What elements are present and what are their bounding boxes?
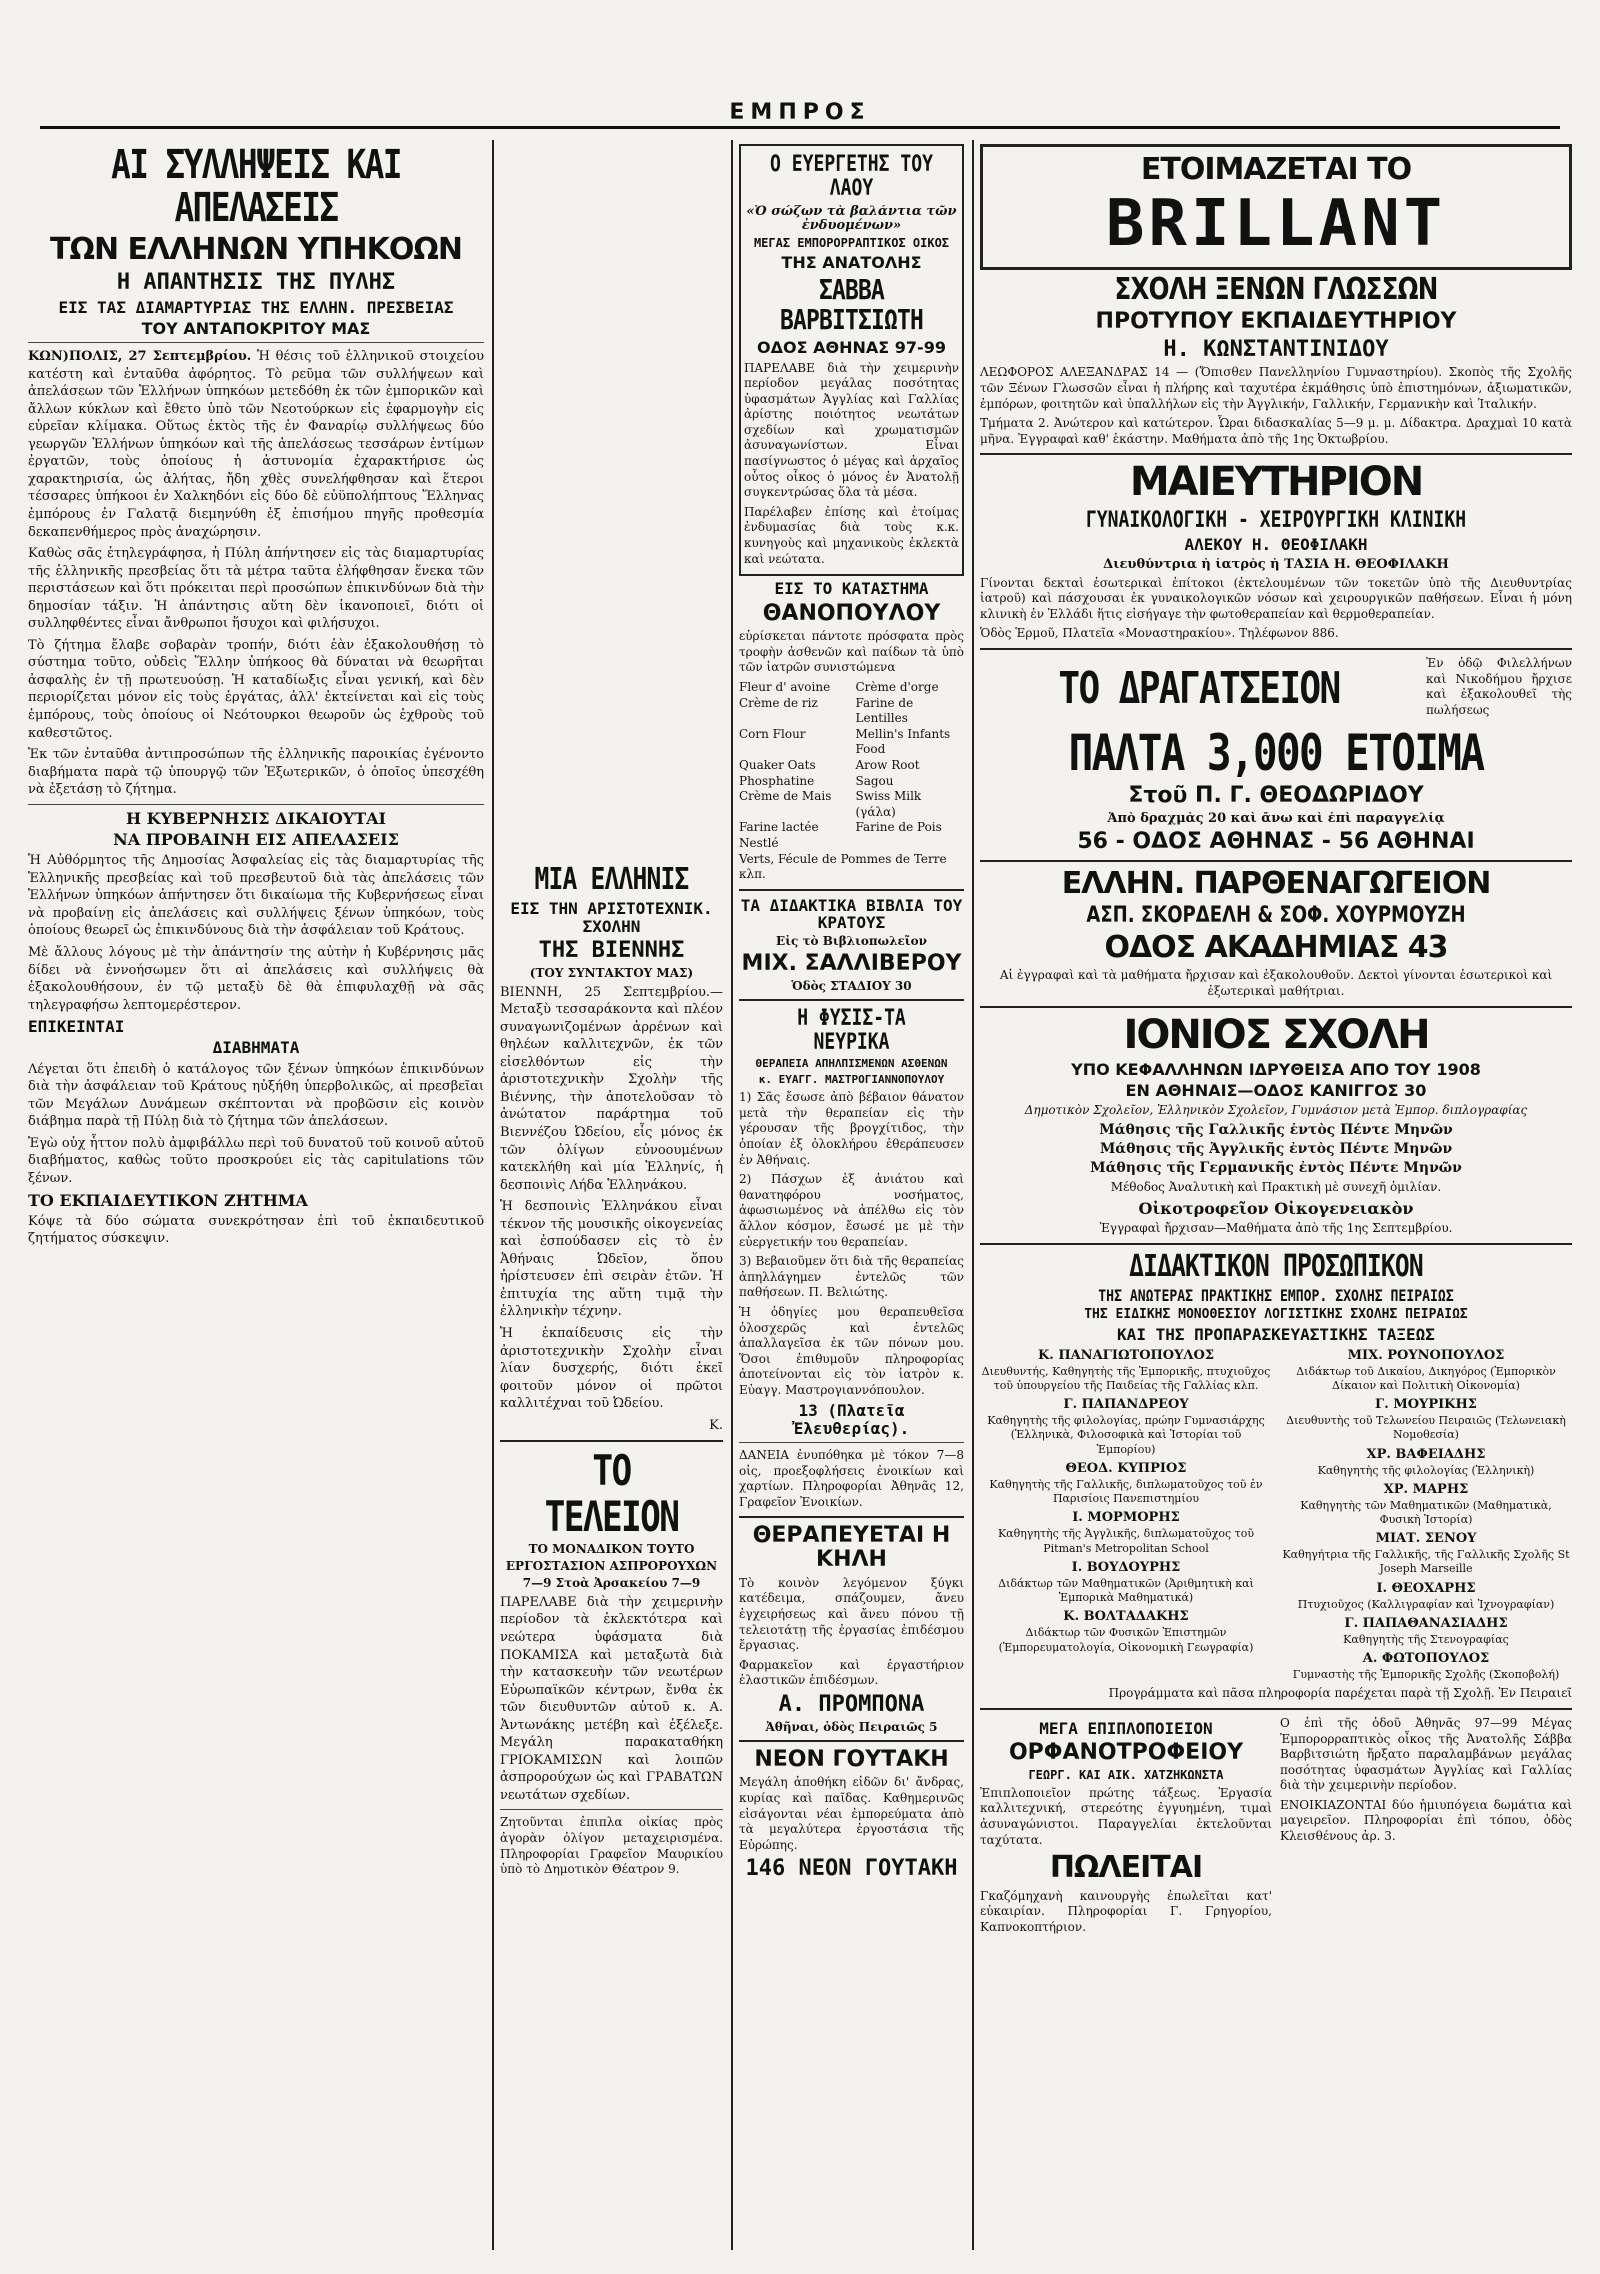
staff-name: Ι. ΘΕΟΧΑΡΗΣ <box>1376 1580 1476 1596</box>
ad-name: ΑΛΕΚΟΥ Η. ΘΕΟΦΙΛΑΚΗ <box>1184 536 1368 554</box>
ad-title: ΙΟΝΙΟΣ ΣΧΟΛΗ <box>1123 1013 1429 1057</box>
article-paragraph: Ἐκ τῶν ἐνταῦθα ἀντιπροσώπων τῆς ἑλληνικῆς παροικίας ἐγένοντο διαβήματα παρὰ τῷ ὑπουργῷ τῶν Ἐξωτερικῶν, ὁ ὁποῖος ὑπεσχέθη νὰ ἐξετάσῃ τὸ ζήτημα. <box>28 747 484 798</box>
article-paragraph: ΒΙΕΝΝΗ, 25 Σεπτεμβρίου.— Μεταξὺ τεσσαράκοντα καὶ πλέον συναγωνιζομένων ἀρρένων καὶ θηλέων καλλιτεχνῶν, ἐκ τῶν εἰσελθόντων εἰς τὴν ἀριστοτεχνικὴν Σχολὴν τῆς Βιέννης, τὴν ἀποτελοῦσαν τὸ ἀνώτατον παράρτημα τοῦ Βιεννέζου Ὠδείου, εἷς μόνος ἐκ τῶν ὀλίγων εὐνοουμένων κατεκλήθη καὶ μία Ἑλληνίς, ἡ δεσποινὶς Λήδα Ἑλληνάκου. <box>500 984 723 1193</box>
staff-role: Καθηγήτρια τῆς Γαλλικῆς, τῆς Γαλλικῆς Σχολῆς St Joseph Marseille <box>1282 1548 1570 1576</box>
ad-title: Ο ΕΥΕΡΓΕΤΗΣ ΤΟΥ ΛΑΟΥ <box>770 153 933 201</box>
staff-name: ΧΡ. ΒΑΦΕΙΑΔΗΣ <box>1366 1446 1486 1462</box>
ad-line: ΕΡΓΟΣΤΑΣΙΟΝ ΑΣΠΡΟΡΟΥΧΩΝ <box>505 1559 718 1573</box>
ad-headline: ΠΑΛΤΑ 3,000 ΕΤΟΙΜΑ <box>1068 726 1484 781</box>
article-paragraph: Ἡ θέσις τοῦ ἑλληνικοῦ στοιχείου κατέστη καὶ ἐνταῦθα ἀφόρητος. Τὸ ρεῦμα τῶν συλλήψεων καὶ ἀπελάσεων τῶν Ἑλλήνων ὑπηκόων μετεδόθη ἐκ τῶν ἐμπορικῶν καὶ ἄλλων κύκλων καὶ ἔθετο ὑπὸ τῶν Νεοτούρκων εἰς ἐφαρμογὴν εἰς εὐρεῖαν κλίμακα. Οὕτως ἐκτὸς τῆς ἐν Φαναρίῳ συλλήψεως δύο γεωργῶν Ἑλλήνων ὑπηκόων καὶ τῆς ἀπελάσεως τεσσάρων ἐντίμων ἐργατῶν, τοὺς ὁποίους ἡ ἀστυνομία ἐχαρακτήρισε ὡς χαρακτηρισία, ὡς ἀλήτας, ἤδη χθὲς συνελήφθησαν καὶ ἕτεροι τέσσαρες ὑπήκοοι ἐν Χαλκηδόνι εἰς δύο δὲ εὐϋπολήπτους Ἕλληνας ἐμπόρους ἐν Γαλατᾷ διεμηνύθη ἐξ ἐπισήμου πηγῆς προθεσμία δεκαπενθήμερος πρὸς ἀναχώρησιν. <box>28 349 484 540</box>
ad-text: Ο ἐπὶ τῆς ὁδοῦ Ἀθηνᾶς 97—99 Μέγας Ἐμπορορραπτικὸς οἶκος τῆς Ἀνατολῆς Σάββα Βαρβιτσιώτη ἤρξατο παραλαμβάνων μεγάλας ποσότητας ὑφασμάτων Ἀγγλίας καὶ Γαλλίας διὰ τὴν χειμερινὴν περίοδον. <box>1280 1715 1572 1793</box>
headline-arrests: ΑΙ ΣΥΛΛΗΨΕΙΣ ΚΑΙ ΑΠΕΛΑΣΕΙΣ <box>111 144 401 231</box>
ad-text: Προγράμματα καὶ πᾶσα πληροφορία παρέχεται παρὰ τῇ Σχολῇ. Ἐν Πειραιεῖ <box>1108 1686 1572 1701</box>
staff-name: ΜΙΑΤ. ΣΕΝΟΥ <box>1375 1531 1477 1547</box>
ad-line: ΕΝ ΑΘΗΝΑΙΣ—ΟΔΟΣ ΚΑΝΙΓΓΟΣ 30 <box>1125 1082 1427 1100</box>
article-paragraph: Ἐγὼ οὐχ ἧττον πολὺ ἀμφιβάλλω περὶ τοῦ δυνατοῦ τοῦ κοινοῦ αὐτοῦ διαβήματος, καθὼς τοῦτο προσκρούει εἰς τὰς capitulations τῶν ξένων. <box>28 1135 484 1186</box>
ad-line: ΥΠΟ ΚΕΦΑΛΛΗΝΩΝ ΙΔΡΥΘΕΙΣΑ ΑΠΟ ΤΟΥ 1908 <box>1071 1060 1481 1079</box>
staff-role: Διδάκτωρ τῶν Μαθηματικῶν (Ἀριθμητικὴ καὶ Ἐμπορικὰ Μαθηματικά) <box>998 1576 1254 1605</box>
ad-text: ΛΕΩΦΟΡΟΣ ΑΛΕΞΑΝΔΡΑΣ 14 — (Ὄπισθεν Πανελληνίου Γυμναστηρίου). Σκοπὸς τῆς Σχολῆς τῶν Ξένων Γλωσσῶν εἶναι ἡ πλήρης καὶ ταχυτέρα ἐκμάθησις ὑπὸ ἐπιστημόνων, ἀξιωματικῶν, ἐμπόρων, φοιτητῶν καὶ ὑπαλλήλων εἰς τὴν Ἀγγλικήν, Γαλλικήν, Γερμανικὴν καὶ Ἰταλικήν. <box>980 365 1572 411</box>
ad-text: 1) Σᾶς ἔσωσε ἀπὸ βέβαιον θάνατον μετὰ τὴν θεραπείαν εἰς τὴν γέρουσαν τῆς βρογχίτιδος, τὴν ὁποίαν ἐξ ὀλοκλήρου ἐθεράπευσεν ἐν Ἀθήναις. <box>739 1090 964 1167</box>
staff-role: Καθηγητὴς τῆς φιλολογίας, πρώην Γυμνασιάρχης (Ἑλληνικὰ, Φιλοσοφικὰ καὶ Ἱστορίαι τοῦ Ἐμπορίου) <box>987 1414 1265 1456</box>
ad-line: ΤΟ ΜΟΝΑΔΙΚΟΝ ΤΟΥΤΟ <box>528 1543 695 1556</box>
list-item: Quaker Oats <box>739 758 816 772</box>
list-item: Crème de riz <box>739 695 818 710</box>
column-two <box>494 140 729 2250</box>
ad-brillant-title: BRILLANT <box>1105 190 1447 260</box>
ad-address: Ἀθῆναι, ὁδὸς Πειραιῶς 5 <box>765 1720 938 1734</box>
list-item: Swiss Milk (γάλα) <box>855 789 922 819</box>
ad-name: ΘΑΝΟΠΟΥΛΟΥ <box>762 601 941 626</box>
list-item: Mellin's Infants Food <box>855 726 951 757</box>
ad-text: Ἐν ὁδῷ Φιλελλήνων καὶ Νικοδήμου ἤρχισε καὶ ἐξακολουθεῖ τὴς πωλήσεως <box>1426 655 1572 717</box>
ad-name: ΣΑΒΒΑ ΒΑΡΒΙΤΣΙΩΤΗ <box>779 274 924 336</box>
ad-title: ΕΛΛΗΝ. ΠΑΡΘΕΝΑΓΩΓΕΙΟΝ <box>1061 867 1491 901</box>
signature: Κ. <box>709 1417 723 1433</box>
list-item: Μάθησις τῆς Ἀγγλικῆς ἐντὸς Πέντε Μηνῶν <box>1099 1142 1453 1158</box>
subheading: ΤΗΣ ΒΙΕΝΝΗΣ <box>538 938 685 963</box>
list-item: Fleur d' avoine <box>739 680 831 695</box>
ad-text: Μέθοδος Ἀναλυτικὴ καὶ Πρακτικὴ μὲ συνεχῆ ὁμιλίαν. <box>1110 1180 1442 1195</box>
ad-line: «Ὁ σώζων τὰ βαλάντια τῶν ἐνδυομένων» <box>746 204 957 233</box>
ad-line: Ἀπὸ δραχμὰς 20 καὶ ἄνω καὶ ἐπὶ παραγγελίᾳ <box>1107 812 1445 827</box>
staff-role: Καθηγητὴς τῆς φιλολογίας (Ἑλληνικὴ) <box>1317 1463 1535 1477</box>
ad-address: 56 - ΟΔΟΣ ΑΘΗΝΑΣ - 56 ΑΘΗΝΑΙ <box>1077 830 1475 854</box>
column-four <box>974 140 1578 2250</box>
ad-text: Δημοτικὸν Σχολεῖον, Ἑλληνικὸν Σχολεῖον, Γυμνάσιον μετὰ Ἐμπορ. διπλογραφίας <box>1024 1103 1528 1118</box>
subheading: ΤΟ ΕΚΠΑΙΔΕΥΤΙΚΟΝ ΖΗΤΗΜΑ <box>28 1191 308 1209</box>
ad-title: ΔΙΔΑΚΤΙΚΟΝ ΠΡΟΣΩΠΙΚΟΝ <box>1129 1250 1423 1284</box>
ad-line: ΟΡΦΑΝΟΤΡΟΦΕΙΟΥ <box>1008 1741 1244 1765</box>
ad-line: ΤΗΣ ΑΝΑΤΟΛΗΣ <box>781 253 922 271</box>
staff-name: Κ. ΒΟΛΤΑΔΑΚΗΣ <box>1063 1609 1189 1625</box>
staff-name: Γ. ΠΑΠΑΘΑΝΑΣΙΑΔΗΣ <box>1344 1615 1508 1631</box>
ad-text: εὑρίσκεται πάντοτε πρόσφατα πρὸς τροφὴν ἀσθενῶν καὶ παίδων τὰ ὑπὸ τῶν ἰατρῶν συνιστώμενα <box>739 629 964 675</box>
subheading: Η ΚΥΒΕΡΝΗΣΙΣ ΔΙΚΑΙΟΥΤΑΙ <box>125 809 387 827</box>
ad-title: ΕΙΣ ΤΟ ΚΑΤΑΣΤΗΜΑ <box>774 580 929 598</box>
staff-role: Γυμναστὴς τῆς Ἐμπορικῆς Σχολῆς (Σκοποβολή) <box>1292 1668 1560 1682</box>
ad-name: Στοῦ Π. Γ. ΘΕΟΔΩΡΙΔΟΥ <box>1128 784 1424 809</box>
column-three <box>733 140 970 2250</box>
ad-line: ΚΑΙ ΤΗΣ ΠΡΟΠΑΡΑΣΚΕΥΑΣΤΙΚΗΣ ΤΑΞΕΩΣ <box>1117 1326 1435 1344</box>
ad-title: ΤΑ ΔΙΔΑΚΤΙΚΑ ΒΙΒΛΙΑ ΤΟΥ ΚΡΑΤΟΥΣ <box>740 896 963 932</box>
staff-name: Ι. ΒΟΥΔΟΥΡΗΣ <box>1071 1559 1181 1575</box>
list-item: Μάθησις τῆς Γερμανικῆς ἐντὸς Πέντε Μηνῶν <box>1090 1161 1462 1177</box>
ad-title: ΣΧΟΛΗ ΞΕΝΩΝ ΓΛΩΣΣΩΝ <box>1114 273 1438 306</box>
staff-name: Γ. ΜΟΥΡΙΚΗΣ <box>1375 1397 1477 1413</box>
staff-role: Διευθυντὴς τοῦ Τελωνείου Πειραιῶς (Τελωνειακὴ Νομοθεσία) <box>1286 1414 1566 1442</box>
ad-name: ΜΙΧ. ΣΑΛΛΙΒΕΡΟΥ <box>741 952 962 976</box>
ad-line: Οἰκοτροφεῖον Οἰκογενειακὸν <box>1138 1199 1414 1218</box>
staff-name: Α. ΦΩΤΟΠΟΥΛΟΣ <box>1362 1651 1490 1667</box>
ad-line: κ. ΕΥΑΓΓ. ΜΑΣΤΡΟΓΙΑΝΝΟΠΟΥΛΟΥ <box>758 1074 945 1087</box>
ad-text: ΠΑΡΕΛΑΒΕ διὰ τὴν χειμερινὴν περίοδον μεγάλας ποσότητας ὑφασμάτων Ἀγγλίας καὶ Γαλλίας ἀρίστης ποιότητος νεωτάτων σχεδίων καὶ χρωματισμῶν ἀσυναγωνίστων. Εἶναι πασίγνωστος ὁ μέγας καὶ ἀρχαῖος οὗτος οἶκος ὁ μόνος ἐν Ἀνατολῇ συγκεντρώσας ὅλα τὰ μέσα. <box>744 360 959 500</box>
staff-role: Καθηγητὴς τῆς Ἀγγλικῆς, διπλωματοῦχος τοῦ Pitman's Metropolitan School <box>997 1527 1255 1555</box>
product-list <box>739 680 964 883</box>
ad-text: Γίνονται δεκταὶ ἐσωτερικαὶ ἐπίτοκοι (ἐκτελουμένων τῶν τοκετῶν ὑπὸ τῆς Διευθυντρίας ἰατροῦ) καὶ πάσχουσαι ἐκ γυναικολογικῶν νόσων καὶ χειρουργικῶν παθήσεων. Εἶναι ἡ μόνη κλινικὴ ἐν Ἑλλάδι ἥτις εἰσήγαγε τὴν φωτοθεραπείαν καὶ θερμοθεραπείαν. <box>980 575 1572 621</box>
classified-ad: ΔΑΝΕΙΑ ἐνυπόθηκα μὲ τόκον 7—8 οἰς, προεξοφλήσεις ἐνοικίων καὶ χαρτίων. Πληροφορίαι Ἀθηνᾶς 12, Γραφεῖον Ἐνοικίων. <box>739 1448 964 1509</box>
ad-text: Παρέλαβεν ἐπίσης καὶ ἑτοίμας ἐνδυμασίας διὰ τοὺς κ.κ. κυνηγοὺς καὶ μηχανικοὺς ἐκλεκτὰ καὶ νεώτατα. <box>744 504 959 566</box>
staff-role: Καθηγητὴς τῆς Γαλλικῆς, διπλωματοῦχος τοῦ ἐν Παρισίοις Πανεπιστημίου <box>989 1477 1263 1506</box>
article-paragraph: Κόψε τὰ δύο σώματα συνεκρότησαν ἐπὶ τοῦ ἐκπαιδευτικοῦ ζητήματος σύσκεψιν. <box>28 1213 484 1247</box>
ad-line: Διευθύντρια ἡ ἰατρὸς ἡ ΤΑΣΙΑ Η. ΘΕΟΦΙΛΑΚΗ <box>1103 557 1449 572</box>
ad-text: Γκαζόμηχανὴ καινουργὴς ἐπωλεῖται κατ' εὐκαιρίαν. Πληροφορίαι Γ. Γρηγορίου, Καπνοκοπτήριον. <box>980 1888 1272 1934</box>
list-item: Μάθησις τῆς Γαλλικῆς ἐντὸς Πέντε Μηνῶν <box>1099 1122 1453 1138</box>
ad-name: ΓΕΩΡΓ. ΚΑΙ ΑΙΚ. ΧΑΤΖΗΚΩΝΣΤΑ <box>1028 1768 1224 1782</box>
subheading: ΝΑ ΠΡΟΒΑΙΝΗ ΕΙΣ ΑΠΕΛΑΣΕΙΣ <box>113 830 399 849</box>
ad-brillant-top: ΕΤΟΙΜΑΖΕΤΑΙ ΤΟ <box>1140 154 1412 187</box>
staff-role: Διδάκτωρ τῶν Φυσικῶν Ἐπιστημῶν (Ἐμπορευματολογία, Οἰκονομικὴ Γεωγραφία) <box>998 1626 1254 1654</box>
ad-text: Τὸ κοινὸν λεγόμενον ξύγκι κατέδειμα, σπάζουμεν, ἄνευ ἐγχειρήσεως καὶ ἄνευ πόνου τῇ τελειοτάτῃ τῆς ἐργασίας ἐπιδέσμου ἔργασιας. <box>739 1575 964 1653</box>
article-paragraph: Καθὼς σᾶς ἐτηλεγράφησα, ἡ Πύλη ἀπήντησεν εἰς τὰς διαμαρτυρίας τῆς ἑλληνικῆς πρεσβείας ὅτι τὰ μέτρα ταῦτα ἐλήφθησαν ἕνεκα τῶν περιστάσεων καὶ ὅτι πρόκειται περὶ προσώπων ἐπικινδύνων διὰ τὴν δημοσίαν τάξιν. Ἡ ἀπάντησις αὕτη δὲν ἱκανοποιεῖ, διότι οἱ συλληφθέντες εἶναι ἄνθρωποι ἥσυχοι καὶ φιλήσυχοι. <box>28 546 484 632</box>
ad-text: Τμήματα 2. Ἀνώτερον καὶ κατώτερον. Ὧραι διδασκαλίας 5—9 μ. μ. Δίδακτρα. Δραχμαὶ 10 κατὰ μῆνα. Ἐγγραφαὶ καθ' ἑκάστην. Μαθήματα ἀπὸ τῆς 1ης Ὀκτωβρίου. <box>980 416 1572 446</box>
staff-name: ΧΡ. ΜΑΡΗΣ <box>1383 1481 1469 1497</box>
article-paragraph: Λέγεται ὅτι ἐπειδὴ ὁ κατάλογος τῶν ξένων ὑπηκόων ἐπικινδύνων διὰ τὴν ἀσφάλειαν τοῦ Κράτους ηὐξήθη ὑπερβολικῶς, αἱ πρεσβεῖαι τῶν Μεγάλων Δυνάμεων σκέπτονται νὰ προβῶσιν εἰς κοινὸν διάβημα παρὰ τῇ Πύλῃ διὰ τὸ ζήτημα τῶν ἀπελάσεων. <box>28 1061 484 1130</box>
list-item: Corn Flour <box>739 726 806 741</box>
staff-name: Γ. ΠΑΠΑΝΔΡΕΟΥ <box>1063 1397 1189 1413</box>
ad-text: Ἐπιπλοποιεῖον πρώτης τάξεως. Ἐργασία καλλιτεχνική, στερεότης ἐγγυημένη, τιμαὶ ἀσυναγώνιστοι. Παραγγελίαι ἐκτελοῦνται ταχύτατα. <box>980 1785 1272 1847</box>
ad-line: Εἰς τὸ Βιβλιοπωλεῖον <box>776 935 927 949</box>
dateline: ΚΩΝ)ΠΟΛΙΣ, 27 Σεπτεμβρίου. <box>28 349 252 365</box>
masthead: ΕΜΠΡΟΣ <box>40 100 1560 129</box>
ad-address: ΟΔΟΣ ΑΚΑΔΗΜΙΑΣ 43 <box>1104 932 1448 965</box>
ad-line: ΜΕΓΑΣ ΕΜΠΟΡΟΡΡΑΠΤΙΚΟΣ ΟΙΚΟΣ <box>753 236 950 250</box>
ad-text: Ἐγγραφαὶ ἤρχισαν—Μαθήματα ἀπὸ τῆς 1ης Σεπτεμβρίου. <box>1099 1221 1453 1236</box>
ad-title: ΝΕΟΝ ΓΟΥΤΑΚΗ <box>754 1747 949 1772</box>
staff-role: Διδάκτωρ τοῦ Δικαίου, Δικηγόρος (Ἐμπορικὸν Δίκαιον καὶ Πολιτικὴ Οἰκονομία) <box>1296 1364 1556 1392</box>
article-paragraph: Μὲ ἄλλους λόγους μὲ τὴν ἀπάντησίν της αὐτὴν ἡ Κυβέρνησις μᾶς δίδει νὰ ἐννοήσωμεν ὅτι αἱ ἀπελάσεις καὶ συλλήψεις θὰ ἐξακολουθήσουν, ἐν τῷ μεταξὺ δὲ θὰ ἐπιφυλαχθῇ νὰ σᾶς τηλεγραφήσω λεπτομερέστερον. <box>28 944 484 1013</box>
ad-address: Ὁδὸς ΣΤΑΔΙΟΥ 30 <box>791 979 912 993</box>
ad-title: ΜΕΓΑ ΕΠΙΠΛΟΠΟΙΕΙΟΝ <box>1039 1719 1213 1738</box>
ad-title: ΜΑΙΕΥΤΗΡΙΟΝ <box>1129 461 1423 505</box>
subheading: ΕΙΣ ΤΗΝ ΑΡΙΣΤΟΤΕΧΝΙΚ. ΣΧΟΛΗΝ <box>510 900 713 935</box>
ad-text: Μεγάλη ἀποθήκη εἰδῶν δι' ἄνδρας, κυρίας καὶ παῖδας. Καθημερινῶς εἰσάγονται νέαι ἐμπορεύματα ἀπὸ τὰ μεγαλύτερα ἐργοστάσια τῆς Εὐρώπης. <box>739 1775 964 1852</box>
ad-text: 2) Πάσχων ἐξ ἀνιάτου καὶ θανατηφόρου νοσήματος, ἀφωσιωμένος νὰ ἀπέλθω εἰς τὸν ἄλλον κόσμον, ἔσωσέ με μὲ τὴν εὐεργετικήν του θεραπείαν. <box>739 1172 964 1249</box>
ad-address: ΟΔΟΣ ΑΘΗΝΑΣ 97-99 <box>757 339 946 357</box>
ad-title: Η ΦΥΣΙΣ-ΤΑ ΝΕΥΡΙΚΑ <box>797 1006 906 1055</box>
ad-line: ΤΗΣ ΕΙΔΙΚΗΣ ΜΟΝΟΘΕΣΙΟΥ ΛΟΓΙΣΤΙΚΗΣ ΣΧΟΛΗΣ ΠΕΙΡΑΙΩΣ <box>1084 1308 1468 1323</box>
headline-subjects: ΤΩΝ ΕΛΛΗΝΩΝ ΥΠΗΚΟΩΝ <box>49 234 462 267</box>
staff-name: ΘΕΟΔ. ΚΥΠΡΙΟΣ <box>1065 1460 1187 1476</box>
list-item: Crème d'orge <box>855 680 939 695</box>
subheading: ΔΙΑΒΗΜΑΤΑ <box>212 1039 300 1057</box>
ad-title: ΘΕΡΑΠΕΥΕΤΑΙ Η ΚΗΛΗ <box>752 1524 951 1572</box>
byline: ΤΟΥ ΑΝΤΑΠΟΚΡΙΤΟΥ ΜΑΣ <box>141 319 371 338</box>
ad-text: ΠΑΡΕΛΑΒΕ διὰ τὴν χειμερινὴν περίοδον τὰ ἐκλεκτότερα καὶ νεώτερα ὑφάσματα διὰ ΠΟΚΑΜΙΣΑ καὶ μεταξωτὰ διὰ τὴν κατασκευὴν τῶν νεωτέρων Εὐρωπαϊκῶν κέντρων, ἔνθα ἐκ τῶν διευθυντῶν αὐτοῦ κ. Α. Ἀντωνάκης μετέβη καὶ ἐξέλεξε. Μεγάλη παρακαταθήκη ΓΡΙΟΚΑΜΙΣΩΝ καὶ λοιπῶν ἀσπρορούχων ὡς καὶ ΓΡΑΒΑΤΩΝ νεωτάτων σχεδίων. <box>500 1594 723 1803</box>
ad-text: Ὁδὸς Ἑρμοῦ, Πλατεῖα «Μοναστηρακίου». Τηλέφωνον 886. <box>980 626 1339 641</box>
ad-line: ΤΗΣ ΑΝΩΤΕΡΑΣ ΠΡΑΚΤΙΚΗΣ ΕΜΠΟΡ. ΣΧΟΛΗΣ ΠΕΙΡΑΙΩΣ <box>1098 1287 1454 1305</box>
ad-title: ΤΟ ΔΡΑΓΑΤΣΕΙΟΝ <box>1058 665 1340 713</box>
staff-role: Καθηγητὴς τῶν Μαθηματικῶν (Μαθηματικὰ, Φυσικὴ Ἱστορία) <box>1300 1498 1552 1526</box>
ad-line: ΘΕΡΑΠΕΙΑ ΑΠΗΛΠΙΣΜΕΝΩΝ ΑΣΘΕΝΩΝ <box>755 1058 948 1071</box>
ad-address: 146 ΝΕΟΝ ΓΟΥΤΑΚΗ <box>745 1857 958 1882</box>
article-paragraph: Τὸ ζήτημα ἔλαβε σοβαρὰν τροπήν, διότι ἐὰν ἐξακολουθήσῃ τὸ σύστημα τοῦτο, οὐδεὶς Ἕλλην ὑπήκοος θὰ δύναται νὰ θεωρῆται ἀσφαλὴς ἐν τῇ πρωτευούσῃ. Ἡ καταδίωξις εἶναι γενική, καὶ δὲν περιορίζεται μόνον εἰς τοὺς ἐργάτας, ἀλλ' ἐκτείνεται καὶ εἰς τοὺς ἐμπόρους, τοὺς ὁποίους οἱ Νεότουρκοι θεωροῦν ὡς ἐχθροὺς τοῦ καθεστῶτος. <box>28 637 484 741</box>
article-paragraph: Ἡ δεσποινὶς Ἑλληνάκου εἶναι τέκνον τῆς μουσικῆς οἰκογενείας καὶ ἐσπούδασεν εἰς τὸ ἐν Ἀθήναις Ὠδεῖον, ὅπου ἠρίστευσεν ἐπὶ σειρὰν ἐτῶν. Ἡ ἐπιτυχία της αὕτη τιμᾷ τὴν ἑλληνικὴν τέχνην. <box>500 1199 723 1320</box>
list-item: Crème de Mais <box>739 789 832 804</box>
staff-role: Καθηγητὴς τῆς Στενογραφίας <box>1343 1632 1509 1646</box>
subheading: ΕΠΙΚΕΙΝΤΑΙ <box>28 1018 125 1036</box>
ad-title: ΠΩΛΕΙΤΑΙ <box>1049 1852 1203 1885</box>
headline-reply: Η ΑΠΑΝΤΗΣΙΣ ΤΗΣ ΠΥΛΗΣ <box>116 270 396 295</box>
ad-text: 3) Βεβαιοῦμεν ὅτι διὰ τῆς θεραπείας ἀπηλλάγημεν ἐντελῶς τῶν παθήσεων. Π. Βελιώτης. <box>739 1254 964 1300</box>
staff-name: Ι. ΜΟΡΜΟΡΗΣ <box>1072 1510 1180 1526</box>
column-news <box>22 140 490 2250</box>
ad-text: Αἱ ἐγγραφαὶ καὶ τὰ μαθήματα ἤρχισαν καὶ ἐξακολουθοῦν. Δεκτοὶ γίνονται ἐσωτερικοὶ καὶ ἐξωτερικαὶ μαθήτριαι. <box>999 968 1553 998</box>
staff-role: Πτυχιοῦχος (Καλλιγραφίαν καὶ Ἰχνογραφίαν) <box>1297 1597 1555 1611</box>
ad-line: ΑΣΠ. ΣΚΟΡΔΕΛΗ & ΣΟΦ. ΧΟΥΡΜΟΥΖΗ <box>1086 904 1466 929</box>
list-item: Verts, Fécule de Pommes de Terre κλπ. <box>739 851 947 882</box>
article-paragraph: Ἡ ἐκπαίδευσις εἰς τὴν ἀριστοτεχνικὴν Σχολὴν εἶναι λίαν δυσχερής, διότι ἐκεῖ φοιτοῦν μόνον οἱ πρῶτοι καλλιτέχναι τοῦ Ὠδείου. <box>500 1326 723 1412</box>
ad-text: Φαρμακεῖον καὶ ἐργαστήριον ἐλαστικῶν ἐπιδέσμων. <box>739 1657 964 1688</box>
ad-line: ΠΡΟΤΥΠΟΥ ΕΚΠΑΙΔΕΥΤΗΡΙΟΥ <box>1095 309 1457 334</box>
ad-name: Η. ΚΩΝΣΤΑΝΤΙΝΙΔΟΥ <box>1163 337 1389 362</box>
list-item: Farine de Pois <box>855 820 942 835</box>
headline-greek-woman: ΜΙΑ ΕΛΛΗΝΙΣ <box>534 864 689 897</box>
byline: (ΤΟΥ ΣΥΝΤΑΚΤΟΥ ΜΑΣ) <box>529 966 694 980</box>
staff-name: ΜΙΧ. ΡΟΥΝΟΠΟΥΛΟΣ <box>1347 1347 1505 1363</box>
list-item: Sagou <box>855 773 894 788</box>
ad-text: Ἡ ὁδηγίες μου θεραπευθεῖσα ὁλοσχερῶς καὶ ἐντελῶς ἀπαλλαγεῖσα ἐκ τῶν πόνων μου. Ὅσοι ἐπιθυμοῦν πληροφορίας ἀποτείνονται εἰς τὸν ἰατρὸν κ. Εὐαγγ. Μαστρογιαννόπουλον. <box>739 1304 964 1397</box>
staff-role: Διευθυντής, Καθηγητὴς τῆς Ἐμπορικῆς, πτυχιοῦχος τοῦ ὑπουργείου τῆς Παιδείας τῆς Γαλλίας κλπ. <box>981 1364 1271 1392</box>
ad-teleion-title: ΤΟ ΤΕΛΕΙΟΝ <box>544 1448 679 1540</box>
staff-list <box>980 1348 1572 1687</box>
list-item: Farine lactée Nestlé <box>739 820 819 850</box>
classified-ad: Ζητοῦνται ἐπιπλα οἰκίας πρὸς ἀγορὰν ὀλίγον μεταχειρισμένα. Πληροφορίαι Γραφεῖον Μαυρικίου ὑπὸ τὸ Δημοτικὸν Θέατρον 9. <box>500 1815 723 1877</box>
ad-line: 7—9 Στοὰ Ἀρσακείου 7—9 <box>522 1576 701 1590</box>
headline-protests: ΕΙΣ ΤΑΣ ΔΙΑΜΑΡΤΥΡΙΑΣ ΤΗΣ ΕΛΛΗΝ. ΠΡΕΣΒΕΙΑΣ <box>58 298 454 316</box>
ad-name: Α. ΠΡΟΜΠΟΝΑ <box>778 1693 925 1717</box>
staff-name: Κ. ΠΑΝΑΓΙΩΤΟΠΟΥΛΟΣ <box>1037 1347 1215 1363</box>
list-item: Phosphatine <box>739 773 815 788</box>
ad-address: 13 (Πλατεῖα Ἐλευθερίας). <box>793 1402 910 1437</box>
ad-line: ΓΥΝΑΙΚΟΛΟΓΙΚΗ - ΧΕΙΡΟΥΡΓΙΚΗ ΚΛΙΝΙΚΗ <box>1085 508 1467 533</box>
ad-text: ΕΝΟΙΚΙΑΖΟΝΤΑΙ δύο ἡμιυπόγεια δωμάτια καὶ μαγειρεῖον. Πληροφορίαι ἐπὶ τόπου, ὁδὸς Κλεισθένους ἀρ. 3. <box>1280 1797 1572 1844</box>
article-paragraph: Ἡ Αὐθόρμητος τῆς Δημοσίας Ἀσφαλείας εἰς τὰς διαμαρτυρίας τῆς Ἑλληνικῆς πρεσβείας καὶ τοῦ πρεσβευτοῦ διὰ τὰς ἀπελάσεις τῶν Ἑλλήνων ὑπηκόων ἀπήντησεν ὅτι δικαίωμα τῆς Κυβερνήσεως εἶναι νὰ προβαίνῃ εἰς ἀπελάσεις καὶ συλλήψεις ξένων ὑπηκόων, τοὺς ὁποίους θεωρεῖ ὡς ἐπικινδύνους διὰ τὴν ἀσφάλειαν τοῦ Κράτους. <box>28 853 484 939</box>
list-item: Farine de Lentilles <box>855 695 914 726</box>
list-item: Arow Root <box>855 758 920 772</box>
